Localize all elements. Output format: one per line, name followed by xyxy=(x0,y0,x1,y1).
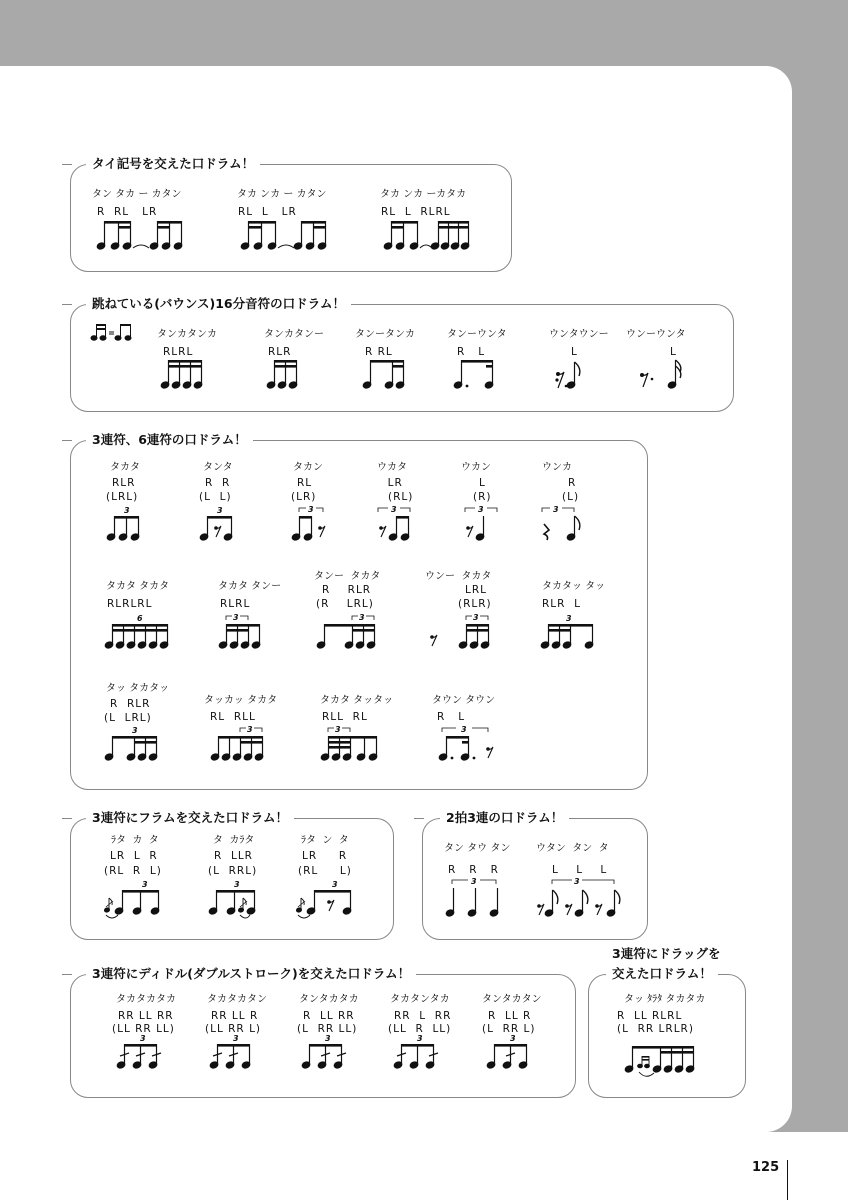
svg-text:3: 3 xyxy=(510,1034,516,1043)
svg-text:3: 3 xyxy=(566,614,572,623)
flam-item-2-notation xyxy=(208,878,268,924)
page-number: 125 xyxy=(752,1160,780,1175)
flam-item-2-kana: タ カﾗタ xyxy=(213,835,255,846)
bounce-item-2-sticking: RLR xyxy=(268,346,292,358)
triplet-r1-item-2-alt: (L L) xyxy=(199,491,232,503)
triplet-r3-item-3-notation xyxy=(320,724,384,764)
drag-section-title-line-2: 交えた口ドラム！ xyxy=(606,966,718,982)
swing-notation-legend xyxy=(90,322,134,342)
two-beat-item-1-kana: タン タウ タン xyxy=(444,843,511,854)
bounce-item-4-notation xyxy=(453,358,503,392)
svg-text:3: 3 xyxy=(417,1034,423,1043)
svg-text:3: 3 xyxy=(142,880,148,889)
triplet-section-title: 3連符、6連符の口ドラム！ xyxy=(86,432,253,448)
triplet-r1-item-1-sticking: RLR xyxy=(112,477,136,489)
diddle-item-1-sticking: RR LL RR xyxy=(118,1010,174,1022)
diddle-item-3-notation xyxy=(301,1032,357,1072)
bounce-item-1-notation xyxy=(160,358,210,392)
diddle-item-5-notation xyxy=(486,1032,542,1072)
diddle-item-5-sticking: R LL R xyxy=(488,1010,532,1022)
triplet-r3-item-2-sticking: RL RLL xyxy=(210,711,256,723)
triplet-r1-item-3-notation xyxy=(291,504,333,544)
triplet-r1-item-4-sticking: LR xyxy=(379,477,403,489)
diddle-item-3-alt: (L RR LL) xyxy=(297,1023,358,1035)
svg-text:3: 3 xyxy=(233,1034,239,1043)
tie-item-3-kana: タカ ンカ ーカタカ xyxy=(380,189,467,200)
triplet-r1-item-5-kana: ウカン xyxy=(461,462,491,473)
triplet-r3-item-1-notation xyxy=(104,724,164,764)
triplet-r2-item-4-kana: ウンー タカタ xyxy=(425,571,492,582)
bounce-item-4-kana: タンーウンタ xyxy=(447,329,507,340)
two-beat-item-1-sticking: R R R xyxy=(448,864,499,876)
bounce-item-5-kana: ウンタウンー xyxy=(549,329,609,340)
bounce-item-5-notation xyxy=(552,358,592,392)
flam-item-1-notation xyxy=(102,878,168,924)
triplet-r3-item-3-kana: タカタ タッタッ xyxy=(320,695,394,706)
triplet-r2-item-3-notation xyxy=(316,612,386,652)
triplet-r2-item-4-sticking: LRL xyxy=(465,584,487,596)
triplet-r3-item-1-kana: タッ タカタッ xyxy=(106,683,170,694)
triplet-r2-item-3-sticking: R RLR xyxy=(322,584,372,596)
triplet-r2-item-3-alt: (R LRL) xyxy=(316,598,374,610)
tie-item-1-kana: タン タカ ー カタン xyxy=(92,189,182,200)
triplet-r3-item-3-sticking: RLL RL xyxy=(322,711,368,723)
flam-item-1-alt: (RL R L) xyxy=(104,865,162,877)
triplet-r1-item-6-alt: (L) xyxy=(562,491,580,503)
bounce-item-3-kana: タンータンカ xyxy=(355,329,415,340)
triplet-r1-item-5-notation xyxy=(463,504,505,544)
triplet-r1-item-4-notation xyxy=(376,504,418,544)
svg-text:3: 3 xyxy=(553,505,559,514)
diddle-item-2-alt: (LL RR L) xyxy=(205,1023,262,1035)
bounce-item-5-sticking: L xyxy=(571,346,578,358)
svg-text:3: 3 xyxy=(247,725,253,734)
diddle-item-4-sticking: RR L RR xyxy=(394,1010,452,1022)
triplet-r3-item-1-alt: (L LRL) xyxy=(104,712,152,724)
triplet-r2-item-2-sticking: RLRL xyxy=(220,598,251,610)
triplet-r2-item-4-notation xyxy=(426,612,496,652)
svg-text:3: 3 xyxy=(391,505,397,514)
two-beat-item-2-kana: ウタン タン タ xyxy=(536,843,609,854)
diddle-item-4-notation xyxy=(393,1032,449,1072)
svg-text:3: 3 xyxy=(335,725,341,734)
triplet-r2-item-5-notation xyxy=(540,612,600,652)
diddle-item-2-notation xyxy=(209,1032,265,1072)
svg-text:3: 3 xyxy=(574,877,580,886)
drag-section-title-line-1: 3連符にドラッグを xyxy=(606,946,726,962)
svg-text:3: 3 xyxy=(308,505,314,514)
diddle-item-1-kana: タカタカタカ xyxy=(116,994,176,1005)
flam-item-3-sticking: LR R xyxy=(302,850,348,862)
tie-item-2-sticking: RL L LR xyxy=(238,206,297,218)
page-number-rule xyxy=(787,1160,788,1200)
tie-item-3-notation xyxy=(383,218,483,254)
svg-text:3: 3 xyxy=(461,725,467,734)
bounce-item-6-notation xyxy=(636,358,686,392)
triplet-r1-item-3-kana: タカン xyxy=(293,462,323,473)
two-beat-section-title: 2拍3連の口ドラム！ xyxy=(440,810,569,826)
diddle-item-4-kana: タカタンタカ xyxy=(390,994,450,1005)
triplet-r3-item-4-notation xyxy=(438,724,498,764)
drag-item-1-notation xyxy=(624,1036,708,1086)
tie-item-2-kana: タカ ンカ ー カタン xyxy=(237,189,327,200)
tie-item-1-notation xyxy=(96,218,196,254)
triplet-title-rule xyxy=(62,440,72,441)
triplet-r1-item-5-alt: (R) xyxy=(473,491,492,503)
bounce-item-3-notation xyxy=(362,358,412,392)
flam-item-1-kana: ﾗタ カ タ xyxy=(111,835,159,846)
diddle-item-3-sticking: R LL RR xyxy=(303,1010,355,1022)
tie-title-rule xyxy=(62,164,72,165)
triplet-r2-item-2-kana: タカタ タンー xyxy=(218,581,282,592)
triplet-r3-item-4-kana: タウン タウン xyxy=(432,695,496,706)
drag-item-1-kana: タッ ﾀﾗﾀ タカタカ xyxy=(624,994,706,1005)
diddle-section-title: 3連符にディドル(ダブルストローク)を交えた口ドラム！ xyxy=(86,966,416,982)
triplet-r3-item-1-sticking: R RLR xyxy=(110,698,151,710)
flam-section-title: 3連符にフラムを交えた口ドラム！ xyxy=(86,810,294,826)
triplet-r1-item-1-alt: (LRL) xyxy=(106,491,139,503)
triplet-r1-item-6-kana: ウンカ xyxy=(542,462,572,473)
triplet-r1-item-3-alt: (LR) xyxy=(291,491,317,503)
two-beat-item-2-sticking: L L L xyxy=(552,864,608,876)
flam-title-rule xyxy=(62,818,72,819)
two-beat-item-2-notation xyxy=(534,876,634,920)
flam-item-1-sticking: LR L R xyxy=(110,850,158,862)
triplet-r1-item-4-alt: (RL) xyxy=(388,491,414,503)
bounce-item-1-sticking: RLRL xyxy=(163,346,194,358)
svg-text:3: 3 xyxy=(478,505,484,514)
triplet-r1-item-1-notation xyxy=(106,504,148,544)
triplet-r1-item-6-sticking: R xyxy=(568,477,577,489)
triplet-r1-item-1-kana: タカタ xyxy=(110,462,140,473)
tie-section-title: タイ記号を交えた口ドラム！ xyxy=(86,156,260,172)
bounce-item-6-sticking: L xyxy=(670,346,677,358)
bounce-item-2-kana: タンカタンー xyxy=(264,329,324,340)
triplet-r1-item-2-kana: タンタ xyxy=(203,462,233,473)
flam-item-2-alt: (L RRL) xyxy=(208,865,258,877)
drag-item-1-sticking: R LL RLRL xyxy=(617,1010,683,1022)
bounce-title-rule xyxy=(62,304,72,305)
triplet-r2-item-5-sticking: RLR L xyxy=(542,598,581,610)
svg-text:3: 3 xyxy=(140,1034,146,1043)
two-beat-item-1-notation xyxy=(444,876,508,920)
bounce-section-title: 跳ねている(バウンス)16分音符の口ドラム！ xyxy=(86,296,351,312)
tie-item-2-notation xyxy=(240,218,340,254)
triplet-r1-item-3-sticking: RL xyxy=(297,477,313,489)
triplet-r3-item-2-notation xyxy=(210,724,270,764)
triplet-r3-item-4-sticking: R L xyxy=(437,711,466,723)
bounce-item-1-kana: タンカタンカ xyxy=(157,329,217,340)
flam-item-3-alt: (RL L) xyxy=(298,865,352,877)
diddle-item-5-kana: タンタカタン xyxy=(482,994,542,1005)
triplet-r1-item-4-kana: ウカタ xyxy=(377,462,407,473)
svg-text:3: 3 xyxy=(325,1034,331,1043)
triplet-r2-item-1-kana: タカタ タカタ xyxy=(106,581,170,592)
diddle-item-5-alt: (L RR L) xyxy=(482,1023,536,1035)
triplet-r2-item-2-notation xyxy=(218,612,268,652)
triplet-r3-item-2-kana: タッカッ タカタ xyxy=(204,695,278,706)
bounce-item-6-kana: ウンーウンタ xyxy=(626,329,686,340)
drag-item-1-alt: (L RR LRLR) xyxy=(617,1023,694,1035)
bounce-item-4-sticking: R L xyxy=(457,346,486,358)
triplet-r2-item-1-sticking: RLRLRL xyxy=(107,598,153,610)
triplet-r2-item-1-notation xyxy=(104,612,174,652)
flam-item-2-sticking: R LLR xyxy=(214,850,253,862)
diddle-item-1-alt: (LL RR LL) xyxy=(112,1023,175,1035)
diddle-item-4-alt: (LL R LL) xyxy=(388,1023,452,1035)
bounce-item-3-sticking: R RL xyxy=(365,346,393,358)
svg-text:3: 3 xyxy=(473,613,479,622)
tie-item-3-sticking: RL L RLRL xyxy=(381,206,451,218)
triplet-r1-item-2-notation xyxy=(199,504,241,544)
triplet-r1-item-2-sticking: R R xyxy=(205,477,231,489)
page-footer xyxy=(0,1132,848,1200)
diddle-item-2-sticking: RR LL R xyxy=(211,1010,259,1022)
tie-item-1-sticking: R RL LR xyxy=(97,206,158,218)
svg-text:3: 3 xyxy=(233,613,239,622)
diddle-item-3-kana: タンタカタカ xyxy=(299,994,359,1005)
svg-text:3: 3 xyxy=(132,726,138,735)
svg-text:3: 3 xyxy=(471,877,477,886)
svg-text:6: 6 xyxy=(137,614,143,623)
triplet-r1-item-5-sticking: L xyxy=(479,477,486,489)
triplet-r1-item-6-notation xyxy=(540,504,586,544)
flam-item-3-notation xyxy=(294,878,360,924)
two-beat-title-rule xyxy=(414,818,424,819)
svg-text:3: 3 xyxy=(217,506,223,515)
diddle-item-1-notation xyxy=(116,1032,172,1072)
svg-text:3: 3 xyxy=(359,613,365,622)
bounce-item-2-notation xyxy=(266,358,306,392)
svg-text:3: 3 xyxy=(124,506,130,515)
triplet-r2-item-3-kana: タンー タカタ xyxy=(314,571,381,582)
triplet-r2-item-4-alt: (RLR) xyxy=(458,598,492,610)
svg-text:3: 3 xyxy=(332,880,338,889)
flam-item-3-kana: ﾗタ ン タ xyxy=(301,835,349,846)
diddle-title-rule xyxy=(62,974,72,975)
svg-text:3: 3 xyxy=(234,880,240,889)
triplet-r2-item-5-kana: タカタッ タッ xyxy=(542,581,606,592)
diddle-item-2-kana: タカタカタン xyxy=(207,994,267,1005)
